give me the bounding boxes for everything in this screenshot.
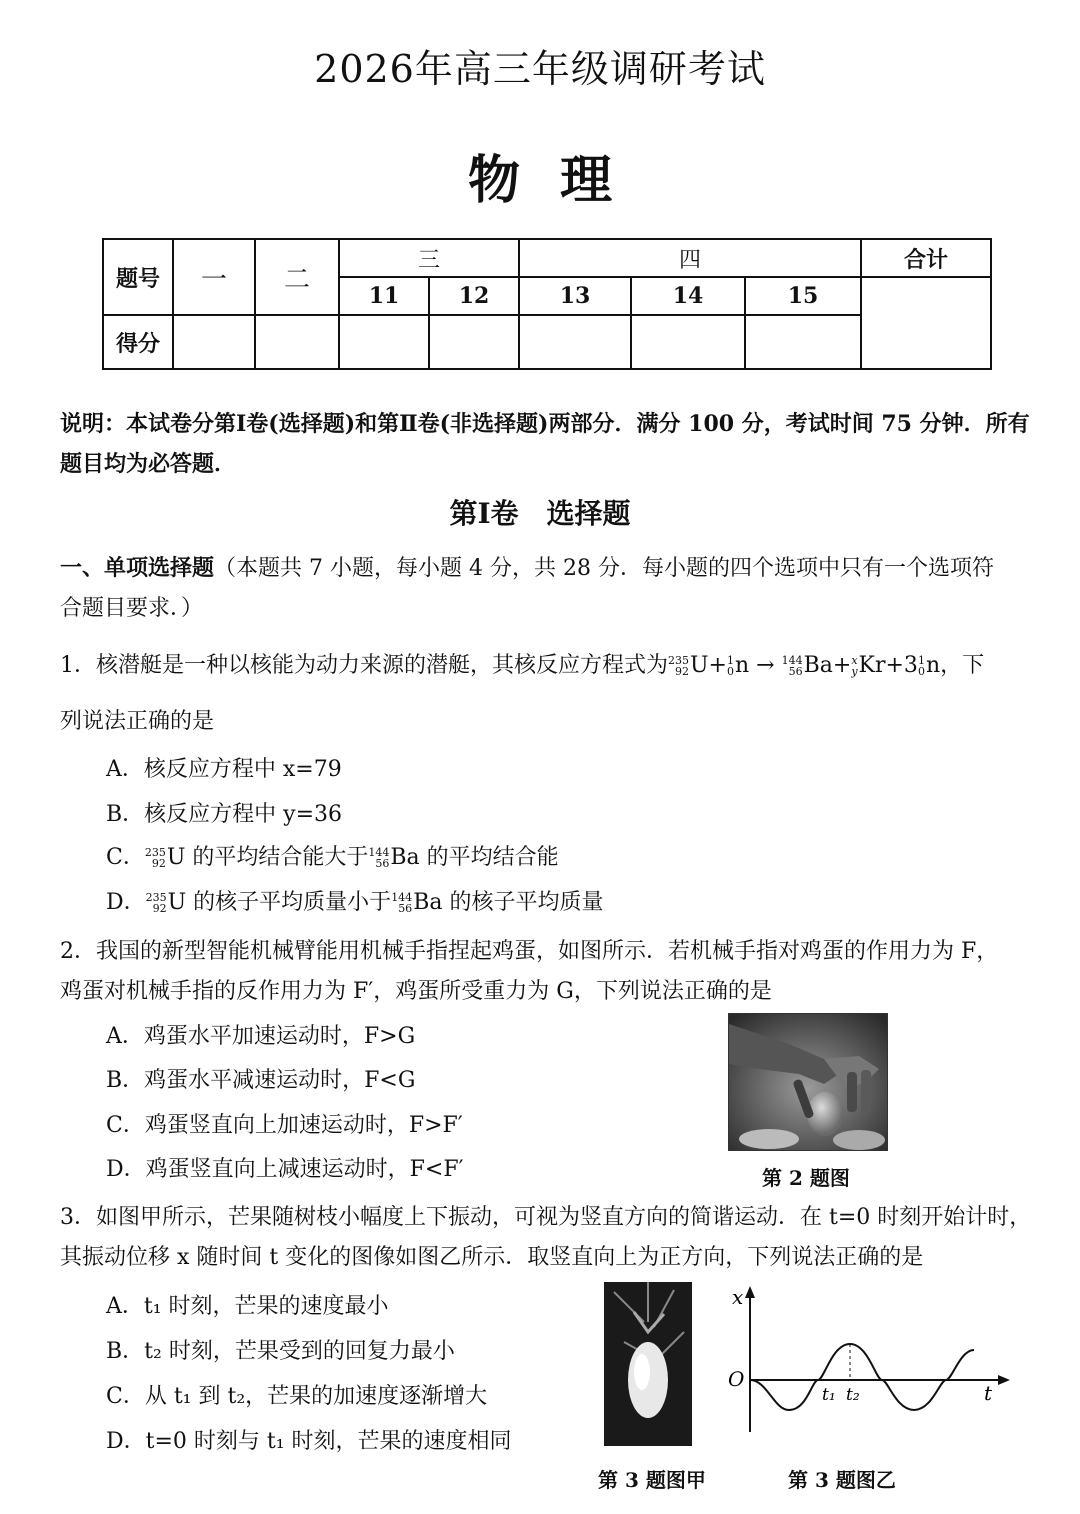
- part1-heading-bold: 一、单项选择题: [60, 555, 215, 581]
- q3-figure-caption-a: 第 3 题图甲: [598, 1468, 706, 1492]
- robot-hand-egg-photo: [728, 1013, 888, 1151]
- sub-header-11: 11: [339, 277, 429, 315]
- col-header-4: 四: [519, 239, 861, 277]
- score-table: [102, 238, 992, 370]
- q3-option-a[interactable]: A．t₁ 时刻，芒果的速度最小: [106, 1294, 389, 1319]
- instructions: [60, 404, 1035, 484]
- q3-option-d[interactable]: D．t=0 时刻与 t₁ 时刻，芒果的速度相同: [106, 1429, 512, 1454]
- q1-stem-end: ，下: [940, 653, 985, 678]
- q1-stem: [60, 646, 1050, 686]
- score-cell-total[interactable]: [861, 277, 991, 369]
- exam-title: 2026年高三年级调研考试: [314, 47, 766, 91]
- q2-option-c[interactable]: C．鸡蛋竖直向上加速运动时，F>F′: [106, 1113, 463, 1138]
- q3-option-b[interactable]: B．t₂ 时刻，芒果受到的回复力最小: [106, 1339, 455, 1364]
- q1-option-d[interactable]: D． 235 92 U 的核子平均质量小于 144 56 Ba 的核子平均质量: [106, 890, 604, 915]
- instructions-line: 题目均为必答题．: [60, 451, 237, 477]
- q3-stem: 3．如图甲所示，芒果随树枝小幅度上下振动，可视为竖直方向的简谐运动．在 t=0 时刻开始计时， 其振动位移 x 随时间 t 变化的图像如图乙所示．取竖直向上为正方向，下列说法正确的是: [60, 1205, 1032, 1270]
- subject-title: 物理: [467, 150, 652, 211]
- t2-label: t₂: [846, 1385, 860, 1405]
- q1-stem-start: 1．核潜艇是一种以核能为动力来源的潜艇，其核反应方程式为: [60, 653, 668, 678]
- t-axis-arrow: [998, 1375, 1010, 1385]
- part1-heading-line2: 合题目要求．）: [60, 596, 204, 621]
- sub-header-12: 12: [429, 277, 519, 315]
- displacement-time-graph: [722, 1284, 1012, 1434]
- part1-heading: [60, 548, 1040, 629]
- q2-option-b[interactable]: B．鸡蛋水平减速运动时，F<G: [106, 1068, 416, 1093]
- x-axis-label: x: [732, 1285, 744, 1309]
- t-axis-label: t: [984, 1381, 993, 1405]
- col-header-total: 合计: [861, 239, 991, 277]
- score-cell[interactable]: [519, 315, 631, 369]
- displacement-curve: [750, 1344, 974, 1410]
- q2-stem: 2．我国的新型智能机械臂能用机械手指捏起鸡蛋，如图所示．若机械手指对鸡蛋的作用力为 F， 鸡蛋对机械手指的反作用力为 F′，鸡蛋所受重力为 G，下列说法正确的是: [60, 939, 999, 1004]
- q1-equation: 235 92 U+ 1 0 n → 144 56 Ba+ x y Kr+3 1 0 n: [668, 653, 941, 678]
- score-cell[interactable]: [339, 315, 429, 369]
- score-cell[interactable]: [631, 315, 745, 369]
- q1-option-c[interactable]: C． 235 92 U 的平均结合能大于 144 56 Ba 的平均结合能: [106, 845, 559, 870]
- q3-option-c[interactable]: C．从 t₁ 到 t₂，芒果的加速度逐渐增大: [106, 1384, 488, 1409]
- q2-option-d[interactable]: D．鸡蛋竖直向上减速运动时，F<F′: [106, 1157, 464, 1182]
- col-header-2: 二: [255, 239, 339, 315]
- col-header-3: 三: [339, 239, 519, 277]
- t1-label: t₁: [822, 1385, 836, 1405]
- row-label-question: 题号: [103, 239, 173, 315]
- q1-stem-line2: 列说法正确的是: [60, 709, 215, 734]
- q2-option-a[interactable]: A．鸡蛋水平加速运动时，F>G: [106, 1024, 416, 1049]
- q3-figure-caption-b: 第 3 题图乙: [788, 1468, 896, 1492]
- part1-title: 第Ⅰ卷 选择题: [449, 497, 631, 530]
- score-cell[interactable]: [429, 315, 519, 369]
- score-cell[interactable]: [745, 315, 861, 369]
- sub-header-13: 13: [519, 277, 631, 315]
- col-header-1: 一: [173, 239, 255, 315]
- row-label-score: 得分: [103, 315, 173, 369]
- q1-option-b[interactable]: B．核反应方程中 y=36: [106, 802, 343, 827]
- origin-label: O: [728, 1367, 745, 1391]
- score-cell[interactable]: [173, 315, 255, 369]
- sub-header-14: 14: [631, 277, 745, 315]
- instructions-line: 说明：本试卷分第Ⅰ卷(选择题)和第Ⅱ卷(非选择题)两部分．满分 100 分，考试时间 75 分钟．所有: [60, 411, 1030, 437]
- mango-photo: [604, 1282, 692, 1446]
- score-cell[interactable]: [255, 315, 339, 369]
- sub-header-15: 15: [745, 277, 861, 315]
- q1-option-a[interactable]: A．核反应方程中 x=79: [106, 757, 342, 782]
- part1-heading-rest: （本题共 7 小题，每小题 4 分，共 28 分．每小题的四个选项中只有一个选项符: [214, 556, 994, 581]
- q2-figure-caption: 第 2 题图: [762, 1166, 850, 1190]
- x-axis-arrow: [745, 1286, 755, 1298]
